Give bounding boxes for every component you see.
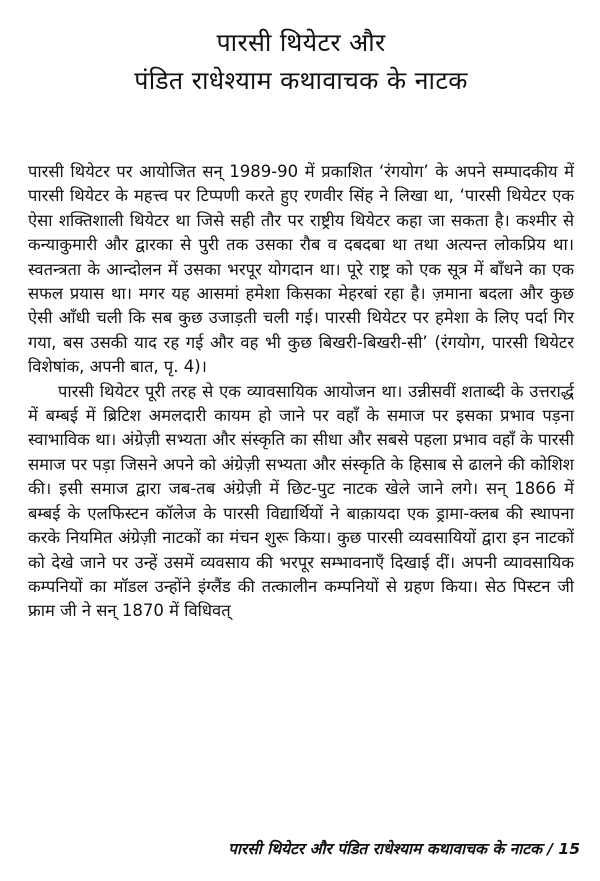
chapter-title [28,24,574,100]
chapter-title-line-1: पारसी थियेटर और [216,28,386,57]
paragraph-1: पारसी थियेटर पर आयोजित सन् 1989-90 में प्रकाशित ‘रंगयोग’ के अपने सम्पादकीय में पारसी थियेटर के महत्त्व पर टिप्पणी करते हुए रणवीर सिंह ने लिखा था, ‘पारसी थियेटर एक ऐसा शक्तिशाली थियेटर था जिसे सही तौर पर राष्ट्रीय थियेटर कहा जा सकता है। कश्मीर से कन्याकुमारी और द्वारका से पुरी तक उसका रौब व दबदबा था तथा अत्यन्त लोकप्रिय था। स्वतन्त्रता के आन्दोलन में उसका भरपूर योगदान था। पूरे राष्ट्र को एक सूत्र में बाँधने का एक सफल प्रयास था। मगर यह आसमां हमेशा किसका मेहरबां रहा है। ज़माना बदला और कुछ ऐसी आँधी चली कि सब कुछ उजाड़ती चली गई। पारसी थियेटर पर हमेशा के लिए पर्दा गिर गया, बस उसकी याद रह गई और वह भी कुछ बिखरी-बिखरी-सी’ (रंगयोग, पारसी थियेटर विशेषांक, अपनी बात, पृ. 4)। [28,162,574,377]
chapter-title-line-2: पंडित राधेश्याम कथावाचक के नाटक [134,66,468,95]
paragraph-2: पारसी थियेटर पूरी तरह से एक व्यावसायिक आयोजन था। उन्नीसवीं शताब्दी के उत्तरार्द्ध में बम्बई में ब्रिटिश अमलदारी कायम हो जाने पर वहाँ के समाज पर इसका प्रभाव पड़ना स्वाभाविक था। अंग्रेज़ी सभ्यता और संस्कृति का सीधा और सबसे पहला प्रभाव वहाँ के पारसी समाज पर पड़ा जिसने अपने को अंग्रेज़ी सभ्यता और संस्कृति के हिसाब से ढालने की कोशिश की। इसी समाज द्वारा जब-तब अंग्रेज़ी में छिट-पुट नाटक खेले जाने लगे। सन् 1866 में बम्बई के एलफिस्टन कॉलेज के पारसी विद्यार्थियों ने बाक़ायदा एक ड्रामा-क्लब की स्थापना करके नियमित अंग्रेज़ी नाटकों का मंचन शुरू किया। कुछ पारसी व्यवसायियों द्वारा इन नाटकों को देखे जाने पर उन्हें उसमें व्यवसाय की भरपूर सम्भावनाएँ दिखाई दीं। अपनी व्यावसायिक कम्पनियों का मॉडल उन्होंने इंग्लैंड की तत्कालीन कम्पनियों से ग्रहण किया। सेठ पिस्टन जी फ्राम जी ने सन् 1870 में विधिवत् [28,381,574,621]
running-footer: पारसी थियेटर और पंडित राधेश्याम कथावाचक के नाटक / 15 [228,840,580,858]
body-text [28,160,574,624]
